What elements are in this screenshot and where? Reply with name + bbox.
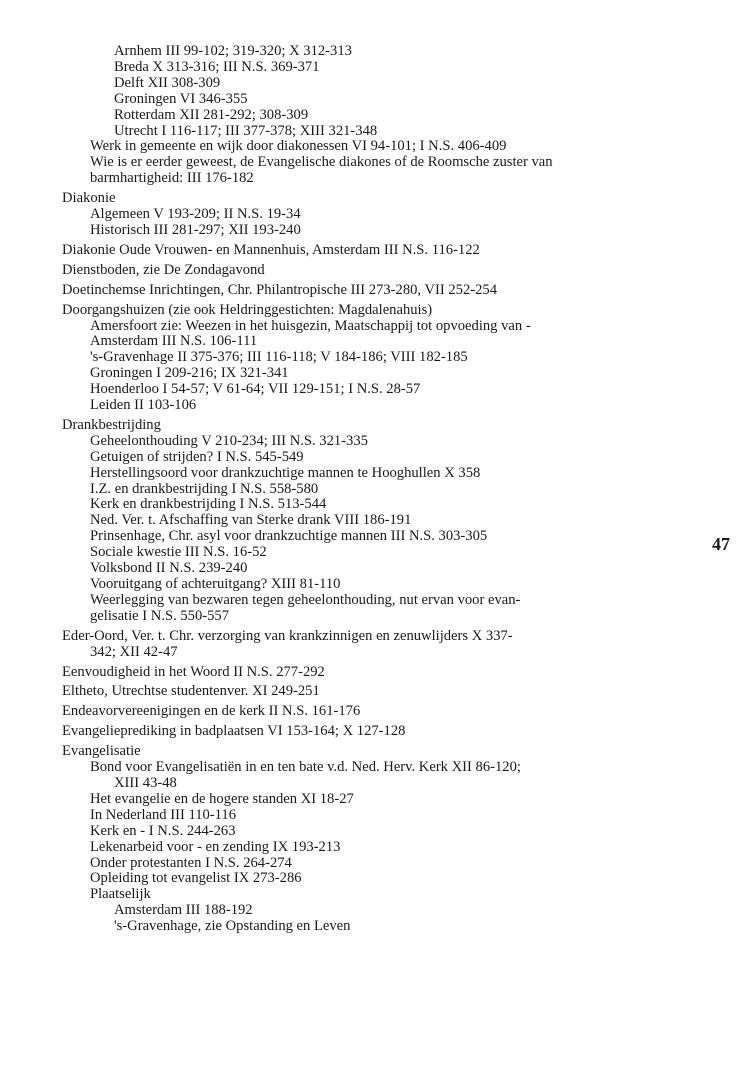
index-subentry: Plaatselijk [90,886,151,903]
index-heading: Evangelisatie [62,743,141,760]
index-subentry: Ned. Ver. t. Afschaffing van Sterke drank VIII 186-191 [90,512,412,529]
index-subentry: Geheelonthouding V 210-234; III N.S. 321-335 [90,432,368,449]
index-heading: Doetinchemse Inrichtingen, Chr. Philantropische III 273-280, VII 252-254 [62,281,498,298]
page-number: 47 [712,534,730,554]
index-heading: Endeavorvereenigingen en de kerk II N.S. 161-176 [62,703,361,720]
index-subentry: Groningen VI 346-355 [114,90,248,107]
index-subentry: Delft XII 308-309 [114,74,221,91]
index-heading: Evangelieprediking in badplaatsen VI 153-164; X 127-128 [62,723,406,740]
index-subentry: Groningen I 209-216; IX 321-341 [90,365,289,382]
index-subentry: gelisatie I N.S. 550-557 [90,607,230,624]
index-subentry: Volksbond II N.S. 239-240 [90,560,248,577]
index-subentry: Breda X 313-316; III N.S. 369-371 [114,58,320,75]
index-heading: Eder-Oord, Ver. t. Chr. verzorging van krankzinnigen en zenuwlijders X 337- [62,627,513,644]
index-column [62,44,722,935]
index-subentry: Vooruitgang of achteruitgang? XIII 81-110 [90,576,341,592]
index-subentry: barmhartigheid: III 176-182 [90,170,254,187]
index-heading: Doorgangshuizen (zie ook Heldringgestichten: Magdalenahuis) [62,301,433,318]
index-heading: Eltheto, Utrechtse studentenver. XI 249-251 [62,683,320,700]
index-subentry: Hoenderloo I 54-57; V 61-64; VII 129-151; I N.S. 28-57 [90,381,421,398]
index-subentry: Utrecht I 116-117; III 377-378; XIII 321-348 [114,122,378,139]
index-subentry: Kerk en drankbestrijding I N.S. 513-544 [90,496,327,513]
index-heading: Diakonie [62,190,116,207]
index-subentry: Amsterdam III 188-192 [114,902,253,919]
index-subentry: Historisch III 281-297; XII 193-240 [90,221,301,238]
index-subentry: XIII 43-48 [114,774,177,791]
index-heading: Diakonie Oude Vrouwen- en Mannenhuis, Amsterdam III N.S. 116-122 [62,241,480,258]
index-subentry: Lekenarbeid voor - en zending IX 193-213 [90,838,341,855]
index-subentry: I.Z. en drankbestrijding I N.S. 558-580 [90,480,319,497]
index-subentry: 's-Gravenhage II 375-376; III 116-118; V 184-186; VIII 182-185 [90,349,468,366]
index-subentry: 's-Gravenhage, zie Opstanding en Leven [114,918,351,935]
index-heading: Drankbestrijding [62,416,161,433]
index-subentry: Arnhem III 99-102; 319-320; X 312-313 [114,43,352,59]
index-subentry: Werk in gemeente en wijk door diakonessen VI 94-101; I N.S. 406-409 [90,138,507,155]
index-subentry: Bond voor Evangelisatiën in en ten bate v.d. Ned. Herv. Kerk XII 86-120; [90,759,521,776]
index-subentry: Amersfoort zie: Weezen in het huisgezin, Maatschappij tot opvoeding van - [90,317,531,334]
index-subentry: Sociale kwestie III N.S. 16-52 [90,544,267,561]
index-subentry: Prinsenhage, Chr. asyl voor drankzuchtige mannen III N.S. 303-305 [90,528,488,545]
index-subentry: Onder protestanten I N.S. 264-274 [90,854,292,871]
index-subentry: Weerlegging van bezwaren tegen geheelonthouding, nut ervan voor evan- [90,591,521,608]
index-subentry: Algemeen V 193-209; II N.S. 19-34 [90,206,301,223]
index-subentry: Kerk en - I N.S. 244-263 [90,822,236,839]
index-subentry: Rotterdam XII 281-292; 308-309 [114,106,309,123]
index-subentry: Wie is er eerder geweest, de Evangelische diakones of de Roomsche zuster van [90,154,553,171]
index-subentry: Het evangelie en de hogere standen XI 18-27 [90,790,354,807]
index-subentry: Herstellingsoord voor drankzuchtige mannen te Hooghullen X 358 [90,464,481,481]
index-subentry: Getuigen of strijden? I N.S. 545-549 [90,448,304,465]
index-subentry: Opleiding tot evangelist IX 273-286 [90,870,302,887]
index-heading: Eenvoudigheid in het Woord II N.S. 277-292 [62,663,325,680]
index-subentry: 342; XII 42-47 [90,643,178,660]
index-subentry: In Nederland III 110-116 [90,806,237,823]
index-heading: Dienstboden, zie De Zondagavond [62,261,265,278]
index-subentry: Amsterdam III N.S. 106-111 [90,333,258,350]
index-subentry: Leiden II 103-106 [90,397,197,414]
